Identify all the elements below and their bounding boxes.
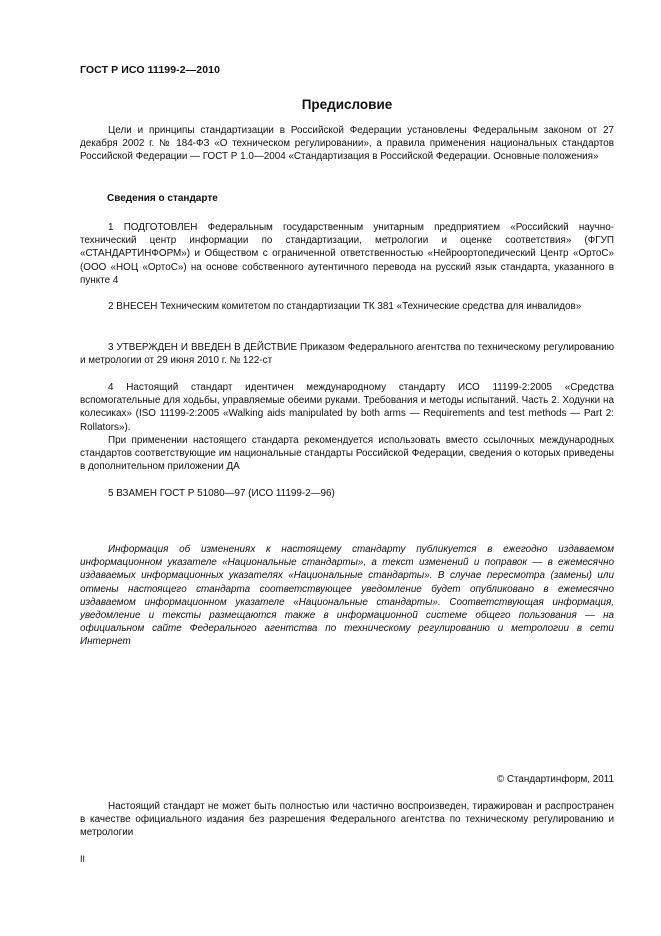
item-4-block	[80, 381, 614, 473]
item-3-block	[80, 341, 614, 367]
item-2-block	[80, 300, 614, 313]
intro-paragraph: Цели и принципы стандартизации в Российской Федерации установлены Федеральным законом от 27 декабря 2002 г. № 184-ФЗ «О техническом регулировании», а правила применения национальных стандартов Российской Федерации — ГОСТ Р 1.0—2004 «Стандартизация в Российской Федерации. Основные положения»	[80, 125, 614, 163]
item-3-paragraph: 3 УТВЕРЖДЕН И ВВЕДЕН В ДЕЙСТВИЕ Приказом Федерального агентства по техническому регулированию и метрологии от 29 июня 2010 г. № 122-ст	[80, 342, 614, 367]
item-5-block	[80, 487, 614, 500]
reproduction-notice-paragraph: Настоящий стандарт не может быть полностью или частично воспроизведен, тиражирован и распространен в качестве официального издания без разрешения Федерального агентства по техническому регулированию и метрологии	[80, 801, 614, 839]
item-1-block	[80, 221, 614, 287]
copyright-line: © Стандартинформ, 2011	[496, 774, 614, 785]
item-4-note-paragraph: При применении настоящего стандарта рекомендуется использовать вместо ссылочных международных стандартов соответствующие им национальные стандарты Российской Федерации, сведения о которых приведены в дополнительном приложении ДА	[80, 434, 614, 473]
page-title: Предисловие	[301, 97, 393, 112]
reproduction-notice-block	[80, 800, 614, 840]
item-4-paragraph: 4 Настоящий стандарт идентичен международному стандарту ИСО 11199-2:2005 «Средства вспомогательные для ходьбы, управляемые обеими руками. Требования и методы испытаний. Часть 2. Ходунки на колесиках» (ISO 11199-2:2005 «Walking aids manipulated by both arms — Requirements and test methods — Part 2: Rollators»).	[80, 382, 614, 433]
item-2-paragraph: 2 ВНЕСЕН Техническим комитетом по стандартизации ТК 381 «Технические средства для инвалидов»	[108, 301, 582, 312]
item-1-paragraph: 1 ПОДГОТОВЛЕН Федеральным государственным унитарным предприятием «Российский научно-технический центр информации по стандартизации, метрологии и оценке соответствия» (ФГУП «СТАНДАРТИНФОРМ») и Обществом с ограниченной ответственностью «Нейроортопедический Центр «ОртоС» (ООО «НОЦ «ОртоС») на основе собственного аутентичного перевода на русский язык стандарта, указанного в пункте 4	[80, 222, 614, 286]
changes-info-paragraph: Информация об изменениях к настоящему стандарту публикуется в ежегодно издаваемом информационном указателе «Национальные стандарты», а текст изменений и поправок — в ежемесячно издаваемых информационных указателях «Национальные стандарты». В случае пересмотра (замены) или отмены настоящего стандарта соответствующее уведомление будет опубликовано в ежемесячно издаваемом информационном указателе «Национальные стандарты». Соответствующая информация, уведомление и тексты размещаются также в информационной системе общего пользования — на официальном сайте Федерального агентства по техническому регулированию и метрологии в сети Интернет	[80, 544, 614, 648]
page-number: II	[80, 854, 86, 864]
intro-block	[80, 124, 614, 164]
document-code: ГОСТ Р ИСО 11199-2—2010	[80, 64, 221, 76]
item-5-paragraph: 5 ВЗАМЕН ГОСТ Р 51080—97 (ИСО 11199-2—96)	[108, 488, 335, 499]
changes-info-block	[80, 543, 614, 649]
standard-info-heading: Сведения о стандарте	[107, 193, 218, 204]
